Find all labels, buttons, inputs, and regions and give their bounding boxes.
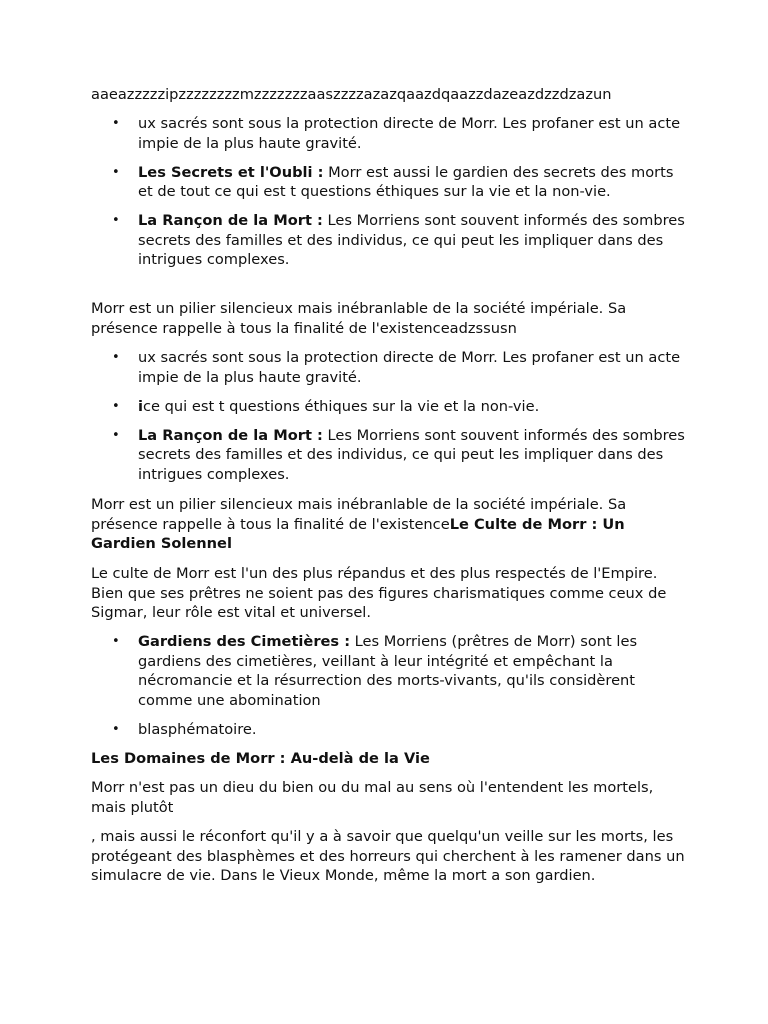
item-bold: La Rançon de la Mort : (138, 212, 323, 229)
item-bold: i (138, 397, 144, 415)
item-text: blasphématoire. (138, 720, 257, 738)
bullet-icon: • (112, 116, 120, 131)
list-item (91, 163, 691, 202)
item-text: ce qui est t questions éthiques sur la vie et la non-vie. (143, 397, 540, 415)
paragraph-5: , mais aussi le réconfort qu'il y a à savoir que quelqu'un veille sur les morts, les protégeant des blasphèmes et des horreurs qui cherchent à les ramener dans un simulacre de vie. Dans le Vieux Monde, même la mort a son gardien. (91, 828, 685, 884)
bullet-list-3 (91, 632, 691, 749)
bullet-icon: • (112, 427, 120, 443)
list-item (91, 348, 691, 387)
bullet-list-1 (91, 114, 691, 279)
list-item (91, 632, 691, 710)
paragraph-2 (91, 495, 691, 554)
item-text: Les Morriens (prêtres de Morr) sont les gardiens des cimetières, veillant à leur intégrité et empêchant la nécromancie et la résurrection des morts-vivants, qu'ils considèrent comme une abomination (138, 633, 638, 709)
item-text: ux sacrés sont sous la protection directe de Morr. Les profaner est un acte impie de la plus haute gravité. (138, 115, 681, 152)
list-item (91, 211, 691, 270)
item-text: ux sacrés sont sous la protection directe de Morr. Les profaner est un acte impie de la plus haute gravité. (138, 349, 681, 386)
paragraph-3: Le culte de Morr est l'un des plus répandus et des plus respectés de l'Empire. Bien que ses prêtres ne soient pas des figures charismatiques comme ceux de Sigmar, leur rôle est vital et universel. (91, 565, 667, 621)
item-bold: Gardiens des Cimetières : (138, 633, 351, 650)
item-bold: La Rançon de la Mort : (138, 426, 323, 444)
top-line: aaeazzzzzipzzzzzzzzmzzzzzzzaaszzzzazazqaazdqaazzdazeazdzzdzazun (91, 86, 612, 103)
paragraph-4: Morr n'est pas un dieu du bien ou du mal au sens où l'entendent les mortels, mais plutôt (91, 779, 654, 816)
bullet-icon: • (112, 634, 120, 649)
section-title-culte: Le Culte de Morr : Un Gardien Solennel (91, 515, 625, 552)
list-item (91, 426, 691, 485)
bullet-icon: • (112, 398, 120, 414)
paragraph-1: Morr est un pilier silencieux mais inébranlable de la société impériale. Sa présence rappelle à tous la finalité de l'existenceadzssusn (91, 300, 627, 337)
list-item (91, 720, 691, 740)
bullet-icon: • (112, 164, 120, 180)
list-item (91, 114, 691, 153)
paragraph-2-text: Morr est un pilier silencieux mais inébranlable de la société impériale. Sa présence rappelle à tous la finalité de l'existence (91, 496, 627, 533)
item-text: Les Morriens sont souvent informés des sombres secrets des familles et des individus, ce qui peut les impliquer dans des intrigues complexes. (138, 212, 685, 268)
bullet-icon: • (112, 721, 120, 737)
item-text: Les Morriens sont souvent informés des sombres secrets des familles et des individus, ce qui peut les impliquer dans des intrigues complexes. (138, 426, 685, 483)
bullet-icon: • (112, 213, 120, 228)
item-text: Morr est aussi le gardien des secrets des morts et de tout ce qui est t questions éthiques sur la vie et la non-vie. (138, 163, 674, 200)
section-heading-domaines: Les Domaines de Morr : Au-delà de la Vie (91, 750, 430, 767)
list-item (91, 397, 691, 417)
item-bold: Les Secrets et l'Oubli : (138, 163, 324, 181)
bullet-list-2 (91, 348, 691, 494)
bullet-icon: • (112, 350, 120, 365)
